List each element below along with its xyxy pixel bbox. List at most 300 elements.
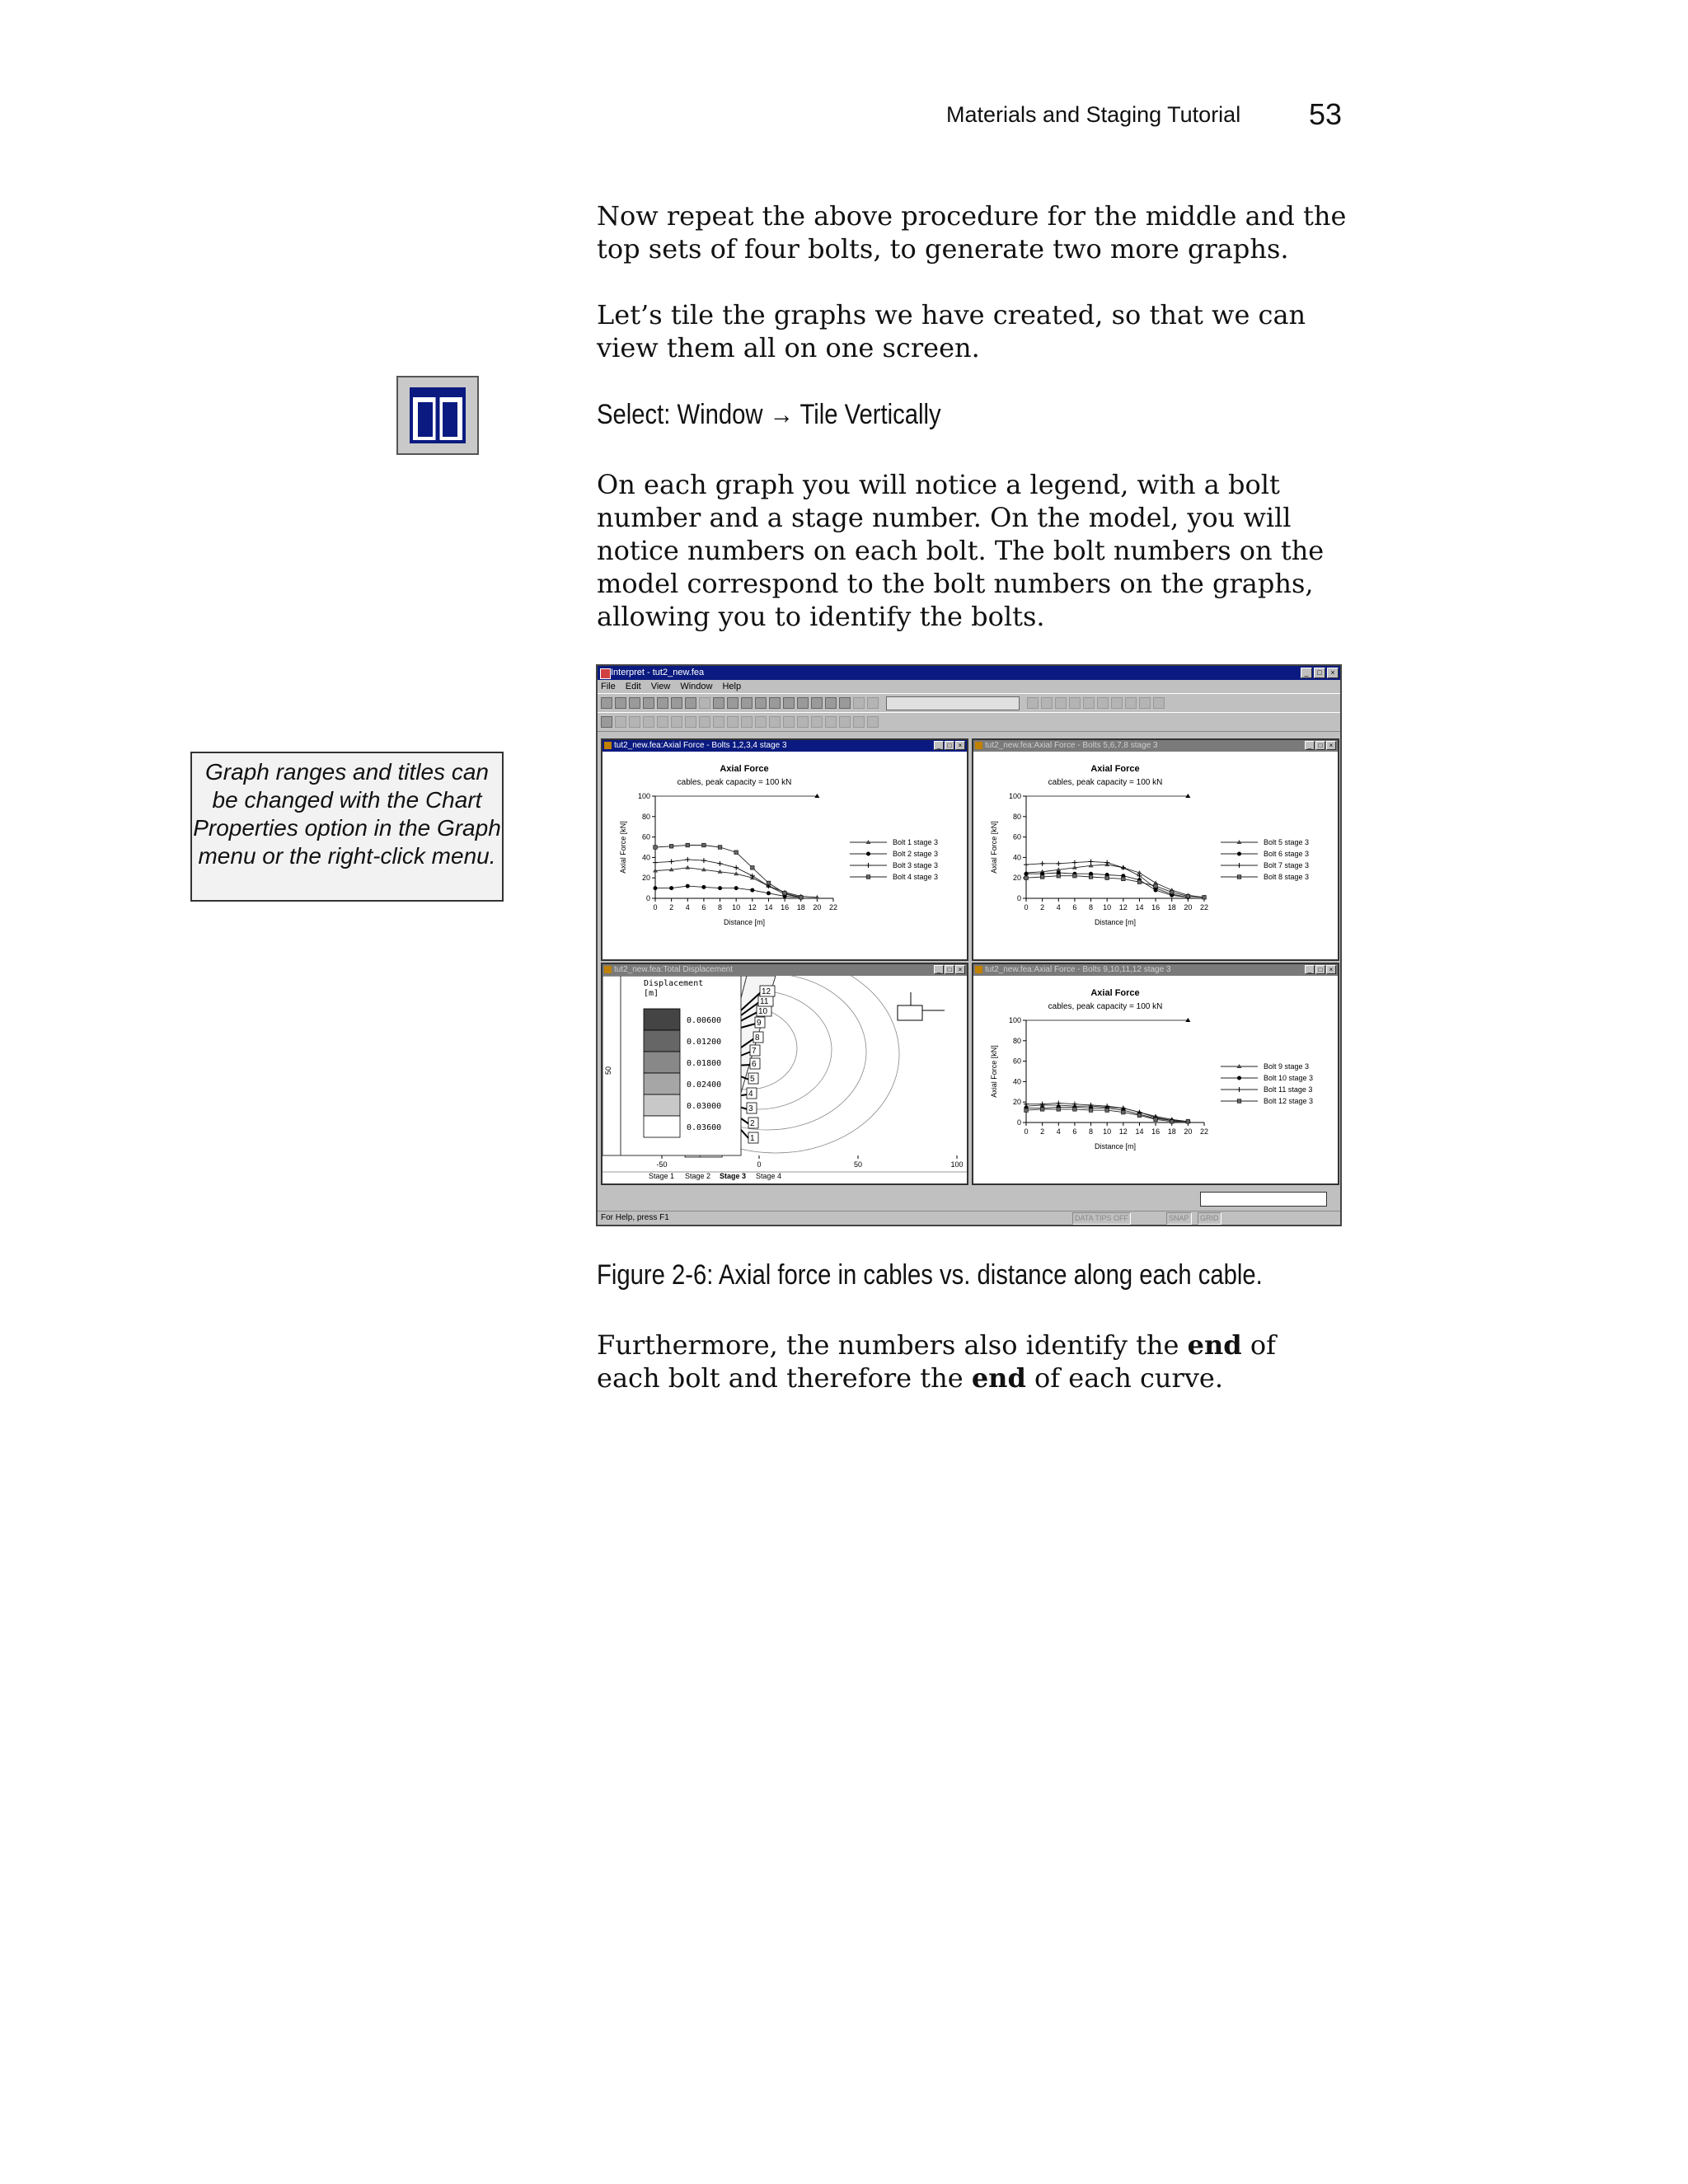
- data-point: [1025, 1108, 1029, 1113]
- app-screenshot: [596, 664, 1342, 1226]
- x-tick-label: 20: [1184, 1127, 1193, 1136]
- bolt-label: 10: [758, 1007, 768, 1016]
- y-tick-label: 40: [1012, 1077, 1021, 1086]
- legend-label: Bolt 5 stage 3: [1264, 838, 1310, 846]
- open-icon[interactable]: [601, 697, 612, 709]
- data-point: [734, 886, 738, 890]
- chart-subtitle: cables, peak capacity = 100 kN: [1048, 1002, 1163, 1011]
- toolbar-icon[interactable]: [853, 716, 865, 728]
- zoom-previous-icon[interactable]: [825, 697, 837, 709]
- y-axis-label: Axial Force [kN]: [619, 821, 627, 874]
- text-run: Furthermore, the numbers also identify the: [597, 1329, 1188, 1361]
- chart-subtitle: cables, peak capacity = 100 kN: [677, 778, 792, 787]
- x-tick-label: 8: [718, 903, 723, 912]
- close-icon[interactable]: ×: [955, 965, 965, 974]
- toolbar-icon[interactable]: [643, 716, 654, 728]
- x-tick-label: 2: [669, 903, 674, 912]
- side-note: Graph ranges and titles can be changed with the Chart Properties option in the Graph menu or the right-click menu.: [190, 752, 504, 902]
- paragraph-legend-explanation: On each graph you will notice a legend, with a bolt number and a stage number. On the model, you will notice numbers on each bolt. The bolt numbers on the model correspond to the bolt numbers on the graphs, allowing you to identify the bolts.: [597, 469, 1325, 632]
- child-title: tut2_new.fea:Axial Force - Bolts 1,2,3,4 stage 3: [614, 741, 787, 750]
- toolbar-icon[interactable]: [1041, 697, 1053, 709]
- x-tick-label: 6: [1072, 1127, 1077, 1136]
- paragraph-repeat-procedure: Now repeat the above procedure for the middle and the top sets of four bolts, to generate two more graphs.: [597, 200, 1347, 265]
- toolbar-icon[interactable]: [783, 716, 795, 728]
- data-point: [1105, 1108, 1109, 1113]
- data-point: [1040, 861, 1045, 866]
- zoom-window-icon[interactable]: [811, 697, 823, 709]
- data-point: [1105, 876, 1109, 880]
- toolbar-icon[interactable]: [1139, 697, 1151, 709]
- data-point: [1056, 861, 1061, 866]
- x-tick-label: 2: [1040, 1127, 1045, 1136]
- data-point: [1089, 875, 1093, 879]
- y-tick-label: 100: [1008, 792, 1021, 800]
- data-point: [1072, 860, 1077, 865]
- data-point: [669, 886, 673, 890]
- data-point: [1137, 880, 1142, 884]
- data-point: [1203, 895, 1207, 899]
- close-icon[interactable]: ×: [1327, 668, 1339, 678]
- toolbar-icon[interactable]: [839, 716, 851, 728]
- bold-text: end: [971, 1362, 1026, 1394]
- toolbar-dropdown[interactable]: [886, 696, 1020, 710]
- zoom-all-icon[interactable]: [769, 697, 781, 709]
- bolt-label: 6: [752, 1060, 757, 1069]
- paragraph-bolt-end: [597, 1329, 1347, 1394]
- preview-icon[interactable]: [671, 697, 682, 709]
- axial-force-chart-2: [973, 752, 1338, 959]
- minimize-icon[interactable]: _: [1305, 741, 1315, 750]
- x-tick-label: 50: [853, 1160, 863, 1169]
- x-tick-label: 14: [764, 903, 773, 912]
- x-tick-label: 8: [1089, 903, 1094, 912]
- legend-label: Bolt 4 stage 3: [893, 873, 939, 881]
- status-data-tips[interactable]: DATA TIPS OFF: [1072, 1212, 1131, 1225]
- child-title: tut2_new.fea:Axial Force - Bolts 9,10,11,12 stage 3: [985, 965, 1171, 974]
- menu-view[interactable]: View: [650, 682, 671, 691]
- x-tick-label: 22: [1199, 1127, 1209, 1136]
- legend-marker: [1237, 1099, 1241, 1104]
- legend-unit: [m]: [644, 989, 659, 998]
- toolbar-secondary: [598, 712, 1340, 732]
- legend-value: 0.03600: [687, 1123, 722, 1132]
- data-point: [1089, 859, 1094, 864]
- maximize-icon[interactable]: □: [1314, 668, 1325, 678]
- legend-label: Bolt 12 stage 3: [1264, 1097, 1314, 1105]
- running-title: Materials and Staging Tutorial: [946, 102, 1241, 127]
- legend-marker: [866, 840, 871, 844]
- minimize-icon[interactable]: _: [934, 965, 944, 974]
- legend-marker: [1237, 1087, 1242, 1092]
- legend-marker: [1237, 863, 1242, 868]
- y-tick-label: 80: [1012, 1036, 1021, 1045]
- x-tick-label: 6: [701, 903, 706, 912]
- data-point: [702, 843, 706, 847]
- series-line: [1026, 865, 1204, 898]
- y-tick-label: 60: [641, 832, 650, 841]
- data-point: [654, 886, 658, 890]
- data-point: [1057, 874, 1061, 878]
- data-point: [1170, 1119, 1174, 1123]
- y-tick-label: 40: [641, 853, 650, 862]
- chart-subtitle: cables, peak capacity = 100 kN: [1048, 778, 1163, 787]
- bolt-label: 4: [748, 1090, 753, 1099]
- y-tick-label: 20: [1012, 1098, 1021, 1107]
- x-tick-label: 4: [685, 903, 690, 912]
- x-tick-label: 0: [1024, 1127, 1029, 1136]
- legend-label: Bolt 6 stage 3: [1264, 850, 1310, 858]
- zoom-out-icon[interactable]: [797, 697, 809, 709]
- data-point: [1154, 1118, 1158, 1122]
- text-run: of each bolt and therefore the: [597, 1329, 1276, 1394]
- text-run: of each curve.: [1025, 1362, 1223, 1394]
- bolt-label: 5: [750, 1075, 755, 1084]
- toolbar-icon[interactable]: [1097, 697, 1109, 709]
- legend-value: 0.01800: [687, 1059, 722, 1068]
- x-tick-label: 16: [1151, 1127, 1160, 1136]
- x-tick-label: 22: [828, 903, 838, 912]
- tile-icon[interactable]: [643, 697, 654, 709]
- toolbar-icon[interactable]: [727, 697, 738, 709]
- child-controls: [934, 965, 965, 974]
- data-point: [1121, 865, 1126, 870]
- x-tick-label: 4: [1056, 1127, 1061, 1136]
- data-point: [1040, 875, 1044, 879]
- legend-label: Bolt 8 stage 3: [1264, 873, 1310, 881]
- chart-title: Axial Force: [1090, 764, 1140, 774]
- data-point: [734, 865, 738, 870]
- x-tick-label: 12: [1118, 903, 1128, 912]
- capacity-marker: [1185, 794, 1190, 798]
- chart-window-bolts-1-4: [601, 738, 968, 961]
- bolt-label: 2: [750, 1119, 755, 1128]
- save-icon[interactable]: [629, 697, 640, 709]
- menu-file[interactable]: File: [601, 682, 616, 691]
- data-point: [750, 888, 754, 893]
- legend-value: 0.01200: [687, 1038, 722, 1047]
- data-point: [1057, 1108, 1061, 1112]
- toolbar-icon[interactable]: [1069, 697, 1081, 709]
- x-tick-label: 6: [1072, 903, 1077, 912]
- y-tick-label: 50: [604, 1066, 612, 1075]
- x-tick-label: 12: [748, 903, 757, 912]
- paragraph-tile-graphs: Let’s tile the graphs we have created, so that we can view them all on one screen.: [597, 299, 1306, 363]
- instruction-select: Select: Window → Tile Vertically: [597, 399, 941, 430]
- data-point: [1154, 884, 1158, 888]
- x-tick-label: 4: [1056, 903, 1061, 912]
- toolbar-icon[interactable]: [853, 697, 865, 709]
- child-titlebar: [603, 740, 967, 752]
- x-tick-label: 8: [1089, 1127, 1094, 1136]
- y-tick-label: 40: [1012, 853, 1021, 862]
- app-titlebar: [598, 666, 1340, 680]
- stage-tab: Stage 3: [720, 1172, 747, 1180]
- bolt-label: 11: [760, 997, 769, 1006]
- legend-swatch: [644, 1094, 680, 1116]
- toolbar-icon[interactable]: [867, 697, 879, 709]
- data-point: [718, 846, 722, 850]
- y-axis-label: Axial Force [kN]: [990, 1045, 998, 1098]
- data-point: [1073, 1108, 1077, 1112]
- data-point: [1104, 860, 1109, 865]
- bolt-label: 12: [762, 987, 771, 996]
- x-axis-label: Distance [m]: [723, 918, 766, 926]
- toolbar-icon[interactable]: [699, 697, 710, 709]
- data-point: [718, 886, 722, 890]
- chart-title: Axial Force: [1090, 988, 1140, 998]
- bolt-label: 3: [748, 1104, 753, 1113]
- toolbar-icon[interactable]: [1027, 697, 1039, 709]
- x-tick-label: 0: [1024, 903, 1029, 912]
- data-point: [734, 851, 738, 855]
- data-point: [1186, 1119, 1190, 1123]
- child-titlebar: [973, 964, 1338, 976]
- x-tick-label: 18: [1167, 903, 1176, 912]
- legend-swatch: [644, 1030, 680, 1052]
- x-tick-label: 22: [1199, 903, 1209, 912]
- toolbar-icon[interactable]: [825, 716, 837, 728]
- axial-force-chart-4: [973, 976, 1338, 1183]
- data-point: [701, 858, 706, 863]
- toolbar-icon[interactable]: [867, 716, 879, 728]
- data-point: [718, 861, 723, 866]
- series-line: [1026, 876, 1204, 898]
- x-tick-label: 20: [1184, 903, 1193, 912]
- data-point: [1122, 1110, 1126, 1114]
- y-tick-label: 20: [1012, 874, 1021, 883]
- menu-help[interactable]: Help: [722, 682, 742, 691]
- capacity-marker: [814, 794, 819, 798]
- x-tick-label: 18: [796, 903, 805, 912]
- legend-label: Bolt 3 stage 3: [893, 861, 939, 869]
- bolt-label: 7: [752, 1047, 757, 1056]
- toolbar-icon[interactable]: [727, 716, 738, 728]
- toolbar-icon[interactable]: [741, 697, 753, 709]
- tile-vertically-icon: [396, 376, 479, 455]
- y-tick-label: 80: [641, 812, 650, 821]
- y-axis-label: Axial Force [kN]: [990, 821, 998, 874]
- legend-label: Bolt 7 stage 3: [1264, 861, 1310, 869]
- data-point: [767, 881, 771, 885]
- document-icon: [975, 742, 982, 749]
- toolbar-icon[interactable]: [1083, 697, 1095, 709]
- child-title: tut2_new.fea:Axial Force - Bolts 5,6,7,8 stage 3: [985, 741, 1158, 750]
- toolbar-icon[interactable]: [811, 716, 823, 728]
- x-tick-label: 10: [1103, 1127, 1112, 1136]
- series-line: [655, 860, 801, 898]
- y-tick-label: 60: [1012, 1057, 1021, 1066]
- toolbar-icon[interactable]: [1153, 697, 1165, 709]
- data-point: [701, 885, 706, 889]
- legend-swatch: [644, 1052, 680, 1073]
- data-point: [1024, 862, 1029, 867]
- x-tick-label: 0: [757, 1160, 762, 1169]
- x-axis-label: Distance [m]: [1094, 918, 1137, 926]
- menu-window[interactable]: Window: [680, 682, 713, 691]
- document-icon: [604, 966, 612, 973]
- x-tick-label: 14: [1135, 903, 1144, 912]
- stage-tab: Stage 4: [756, 1172, 782, 1180]
- data-point: [1025, 872, 1029, 876]
- child-controls: [1305, 741, 1336, 750]
- legend-label: Bolt 11 stage 3: [1264, 1085, 1313, 1094]
- displacement-contour-plot: [603, 976, 967, 1183]
- x-tick-label: 16: [781, 903, 790, 912]
- legend-value: 0.00600: [687, 1016, 722, 1025]
- data-point: [1170, 890, 1174, 894]
- legend-label: Bolt 2 stage 3: [893, 850, 939, 858]
- legend-value: 0.02400: [687, 1080, 722, 1090]
- data-point: [686, 843, 690, 847]
- maximize-icon[interactable]: □: [945, 741, 954, 750]
- x-tick-label: 2: [1040, 903, 1045, 912]
- toolbar-icon[interactable]: [755, 716, 767, 728]
- redraw-icon[interactable]: [839, 697, 851, 709]
- bolt-label: 9: [757, 1019, 762, 1028]
- data-point: [1040, 1108, 1044, 1112]
- y-tick-label: 60: [1012, 832, 1021, 841]
- zoom-in-icon[interactable]: [783, 697, 795, 709]
- legend-marker: [866, 852, 870, 856]
- data-point: [799, 895, 803, 899]
- toolbar-main: [598, 693, 1340, 713]
- document-icon: [604, 742, 612, 749]
- toolbar-icon[interactable]: [713, 716, 724, 728]
- status-bar: [598, 1211, 1340, 1225]
- legend-title: Displacement: [644, 979, 704, 988]
- stage-tab: Stage 1: [649, 1172, 675, 1180]
- x-tick-label: 16: [1151, 903, 1160, 912]
- child-titlebar: [603, 964, 967, 976]
- child-titlebar: [973, 740, 1338, 752]
- x-tick-label: 100: [950, 1160, 964, 1169]
- app-title: Interpret - tut2_new.fea: [611, 668, 705, 677]
- status-grid[interactable]: GRID: [1198, 1212, 1221, 1225]
- menu-bar: [598, 680, 1340, 693]
- toolbar-icon[interactable]: [1111, 697, 1123, 709]
- x-tick-label: 10: [732, 903, 741, 912]
- legend-marker: [1237, 840, 1242, 844]
- data-point: [751, 866, 755, 870]
- y-tick-label: 0: [1016, 894, 1021, 902]
- y-tick-label: 0: [1016, 1118, 1021, 1127]
- legend-marker: [1237, 1064, 1242, 1068]
- x-tick-label: -50: [656, 1160, 668, 1169]
- y-tick-label: 0: [645, 894, 650, 902]
- maximize-icon[interactable]: □: [1315, 965, 1325, 974]
- data-point: [669, 844, 673, 848]
- data-point: [767, 891, 771, 895]
- window-controls: [1301, 668, 1339, 678]
- minimize-icon[interactable]: _: [934, 741, 944, 750]
- toolbar-icon[interactable]: [797, 716, 809, 728]
- bolt-label: 8: [755, 1033, 760, 1043]
- legend-swatch: [644, 1009, 680, 1030]
- app-icon: [600, 668, 611, 679]
- status-help-text: For Help, press F1: [601, 1213, 669, 1222]
- status-input-box[interactable]: [1200, 1192, 1327, 1207]
- x-tick-label: 14: [1135, 1127, 1144, 1136]
- x-tick-label: 0: [653, 903, 658, 912]
- stage-tab: Stage 2: [685, 1172, 711, 1180]
- data-point: [1122, 877, 1126, 881]
- chart-window-bolts-9-12: [972, 963, 1339, 1185]
- series-line: [655, 846, 801, 898]
- page-header: [946, 97, 1342, 137]
- x-tick-label: 18: [1167, 1127, 1176, 1136]
- data-point: [1025, 876, 1029, 880]
- figure-caption: Figure 2-6: Axial force in cables vs. distance along each cable.: [597, 1259, 1263, 1291]
- toolbar-icon[interactable]: [713, 697, 724, 709]
- legend-value: 0.03000: [687, 1102, 722, 1111]
- toolbar-icon[interactable]: [1125, 697, 1137, 709]
- page-number: 53: [1308, 97, 1342, 131]
- data-point: [654, 846, 658, 850]
- legend-label: Bolt 1 stage 3: [893, 838, 939, 846]
- copy-icon[interactable]: [615, 697, 626, 709]
- menu-edit[interactable]: Edit: [625, 682, 641, 691]
- toolbar-icon[interactable]: [657, 716, 668, 728]
- data-point: [685, 865, 690, 869]
- data-point: [1186, 894, 1190, 898]
- data-point: [685, 857, 690, 862]
- chart-icon[interactable]: [657, 697, 668, 709]
- status-snap[interactable]: SNAP: [1166, 1212, 1192, 1225]
- close-icon[interactable]: ×: [955, 741, 965, 750]
- toolbar-icon[interactable]: [699, 716, 710, 728]
- document-icon: [975, 966, 982, 973]
- toolbar-icon[interactable]: [755, 697, 767, 709]
- toolbar-icon[interactable]: [615, 716, 626, 728]
- legend-label: Bolt 10 stage 3: [1264, 1074, 1314, 1082]
- toolbar-icon[interactable]: [1055, 697, 1067, 709]
- close-icon[interactable]: ×: [1326, 741, 1336, 750]
- print-icon[interactable]: [685, 697, 696, 709]
- bolt-label: 1: [750, 1134, 755, 1143]
- toolbar-icon[interactable]: [685, 716, 696, 728]
- toolbar-icon[interactable]: [769, 716, 781, 728]
- data-point: [1089, 1108, 1093, 1113]
- toolbar-icon[interactable]: [741, 716, 753, 728]
- legend-swatch: [644, 1116, 680, 1137]
- load-marker: [898, 1005, 922, 1020]
- minimize-icon[interactable]: _: [1301, 668, 1312, 678]
- bold-text: end: [1187, 1329, 1242, 1361]
- maximize-icon[interactable]: □: [1315, 741, 1325, 750]
- data-point: [783, 892, 787, 896]
- toolbar-icon[interactable]: [629, 716, 640, 728]
- chart-window-bolts-5-8: [972, 738, 1339, 961]
- toolbar-icon[interactable]: [671, 716, 682, 728]
- maximize-icon[interactable]: □: [945, 965, 954, 974]
- y-tick-label: 20: [641, 874, 650, 883]
- y-tick-label: 80: [1012, 812, 1021, 821]
- legend-marker: [1237, 875, 1241, 879]
- axial-force-chart-1: [603, 752, 967, 959]
- select-icon[interactable]: [601, 716, 612, 728]
- x-axis-label: Distance [m]: [1094, 1142, 1137, 1151]
- close-icon[interactable]: ×: [1326, 965, 1336, 974]
- y-tick-label: 100: [637, 792, 650, 800]
- child-title: tut2_new.fea:Total Displacement: [614, 965, 733, 974]
- data-point: [1073, 874, 1077, 878]
- minimize-icon[interactable]: _: [1305, 965, 1315, 974]
- data-point: [653, 860, 658, 865]
- legend-marker: [866, 875, 870, 879]
- legend-swatch: [644, 1073, 680, 1094]
- data-point: [1137, 1113, 1142, 1118]
- model-window-displacement: [601, 963, 968, 1185]
